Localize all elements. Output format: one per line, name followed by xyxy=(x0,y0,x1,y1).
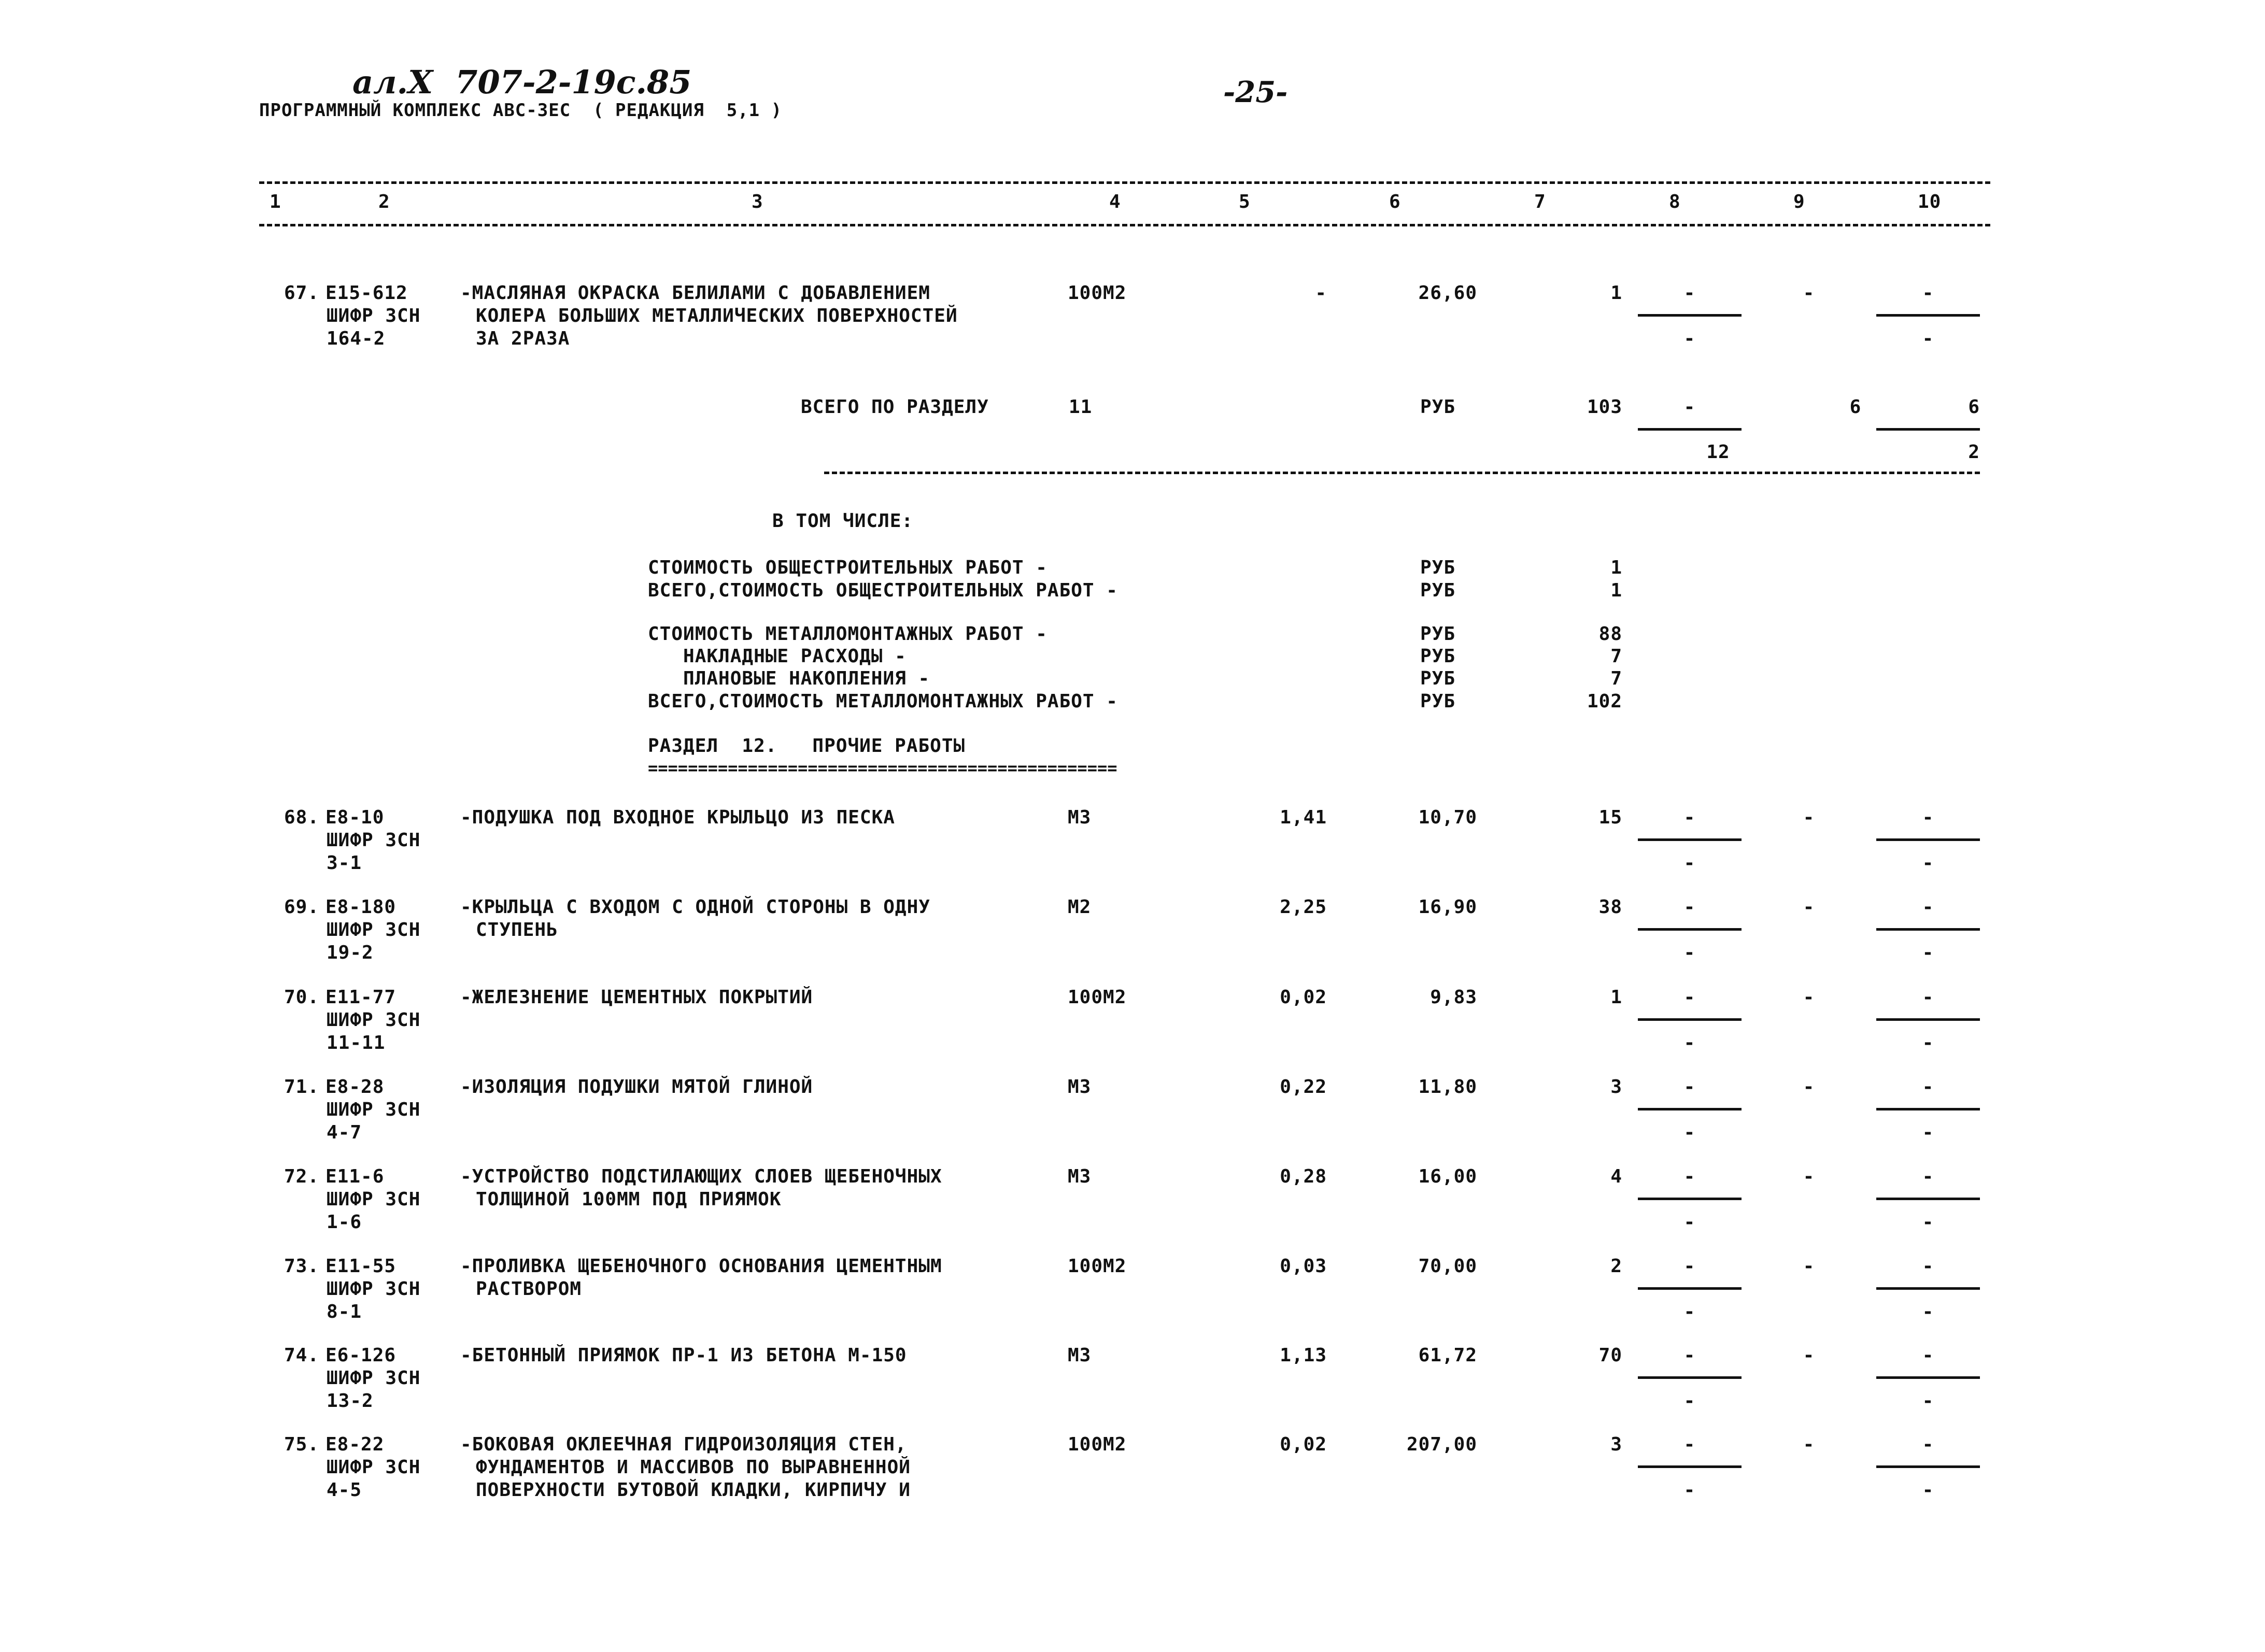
including-label: ВСЕГО,СТОИМОСТЬ ОБЩЕСТРОИТЕЛЬНЫХ РАБОТ - xyxy=(648,580,1118,601)
row-description-line: ФУНДАМЕНТОВ И МАССИВОВ ПО ВЫРАВНЕННОЙ xyxy=(476,1457,911,1478)
row-col8-top: - xyxy=(1683,807,1696,828)
row-col8-top: - xyxy=(1683,1434,1696,1455)
row-col8-top: - xyxy=(1683,282,1696,304)
row-col8-bottom: - xyxy=(1683,1122,1696,1143)
section-total-c10-rule xyxy=(1876,428,1980,431)
row-ref: 164-2 xyxy=(327,328,386,349)
row-shifr: ШИФР ЗСН xyxy=(327,830,421,851)
row-number: 67. xyxy=(284,282,320,304)
row-col10-bottom: - xyxy=(1922,1390,1934,1412)
section-total-number: 11 xyxy=(1069,396,1093,418)
row-unit: 100М2 xyxy=(1068,1256,1127,1277)
row-quantity: 0,02 xyxy=(1280,987,1327,1008)
row-shifr: ШИФР ЗСН xyxy=(327,1457,421,1478)
section-total-label: ВСЕГО ПО РАЗДЕЛУ xyxy=(801,396,989,418)
row-unit: М3 xyxy=(1068,807,1092,828)
including-unit: РУБ xyxy=(1420,691,1456,712)
section-12-title: РАЗДЕЛ 12. ПРОЧИЕ РАБОТЫ xyxy=(648,735,966,757)
row-unit-price: 9,83 xyxy=(1430,987,1477,1008)
row-col8-rule xyxy=(1638,1465,1742,1468)
section-total-c8-top: - xyxy=(1683,396,1696,418)
row-unit-price: 207,00 xyxy=(1406,1434,1477,1455)
row-quantity: 0,03 xyxy=(1280,1256,1327,1277)
row-col10-rule xyxy=(1876,838,1980,841)
column-header-10: 10 xyxy=(1918,191,1942,212)
row-col10-top: - xyxy=(1922,987,1934,1008)
including-value: 88 xyxy=(1598,623,1622,645)
column-header-7: 7 xyxy=(1534,191,1546,212)
row-col8-top: - xyxy=(1683,896,1696,918)
row-code: Е15-612 xyxy=(325,282,408,304)
row-total: 3 xyxy=(1610,1076,1622,1098)
row-col9: - xyxy=(1803,1345,1815,1366)
row-total: 70 xyxy=(1598,1345,1622,1366)
row-col8-bottom: - xyxy=(1683,1301,1696,1322)
row-col10-rule xyxy=(1876,1465,1980,1468)
row-col10-rule xyxy=(1876,928,1980,931)
row-col10-top: - xyxy=(1922,1256,1934,1277)
row-col10-rule xyxy=(1876,1108,1980,1110)
row-shifr: ШИФР ЗСН xyxy=(327,305,421,326)
row-total: 2 xyxy=(1610,1256,1622,1277)
page-number: -25- xyxy=(1223,75,1288,109)
row-ref: 8-1 xyxy=(327,1301,362,1322)
row-col8-top: - xyxy=(1683,987,1696,1008)
row-unit: 100М2 xyxy=(1068,987,1127,1008)
row-ref: 4-7 xyxy=(327,1122,362,1143)
row-col10-top: - xyxy=(1922,896,1934,918)
row-ref: 13-2 xyxy=(327,1390,374,1412)
row-description-line: -МАСЛЯНАЯ ОКРАСКА БЕЛИЛАМИ С ДОБАВЛЕНИЕМ xyxy=(460,282,930,304)
row-col9: - xyxy=(1803,282,1815,304)
including-label: ПЛАНОВЫЕ НАКОПЛЕНИЯ - xyxy=(648,668,930,689)
including-label: СТОИМОСТЬ МЕТАЛЛОМОНТАЖНЫХ РАБОТ - xyxy=(648,623,1047,645)
row-description-line: -БЕТОННЫЙ ПРИЯМОК ПР-1 ИЗ БЕТОНА М-150 xyxy=(460,1345,907,1366)
row-number: 75. xyxy=(284,1434,320,1455)
row-number: 68. xyxy=(284,807,320,828)
column-header-3: 3 xyxy=(752,191,763,212)
row-unit: М2 xyxy=(1068,896,1092,918)
row-total: 15 xyxy=(1598,807,1622,828)
row-description-line: ПОВЕРХНОСТИ БУТОВОЙ КЛАДКИ, КИРПИЧУ И xyxy=(476,1479,911,1501)
row-col8-bottom: - xyxy=(1683,942,1696,963)
row-col9: - xyxy=(1803,896,1815,918)
row-col8-rule xyxy=(1638,1018,1742,1021)
including-label: ВСЕГО,СТОИМОСТЬ МЕТАЛЛОМОНТАЖНЫХ РАБОТ - xyxy=(648,691,1118,712)
row-description-line: -ПОДУШКА ПОД ВХОДНОЕ КРЫЛЬЦО ИЗ ПЕСКА xyxy=(460,807,895,828)
row-shifr: ШИФР ЗСН xyxy=(327,1099,421,1120)
column-header-9: 9 xyxy=(1793,191,1805,212)
row-ref: 19-2 xyxy=(327,942,374,963)
row-code: Е11-6 xyxy=(325,1166,385,1187)
row-col10-bottom: - xyxy=(1922,852,1934,874)
row-unit: 100М2 xyxy=(1068,1434,1127,1455)
row-col8-bottom: - xyxy=(1683,1212,1696,1233)
section-total-c9: 6 xyxy=(1849,396,1862,418)
row-col10-bottom: - xyxy=(1922,1212,1934,1233)
including-label: СТОИМОСТЬ ОБЩЕСТРОИТЕЛЬНЫХ РАБОТ - xyxy=(648,557,1047,578)
row-unit-price: 16,90 xyxy=(1418,896,1477,918)
including-title: В ТОМ ЧИСЛЕ: xyxy=(772,510,914,532)
including-value: 7 xyxy=(1610,646,1622,667)
row-number: 71. xyxy=(284,1076,320,1098)
row-shifr: ШИФР ЗСН xyxy=(327,1368,421,1389)
section-total-value: 103 xyxy=(1587,396,1622,418)
row-col9: - xyxy=(1803,987,1815,1008)
row-unit-price: 26,60 xyxy=(1418,282,1477,304)
row-col8-rule xyxy=(1638,1287,1742,1290)
row-ref: 11-11 xyxy=(327,1032,386,1053)
row-code: Е8-10 xyxy=(325,807,385,828)
row-col8-rule xyxy=(1638,838,1742,841)
row-description-line: -ЖЕЛЕЗНЕНИЕ ЦЕМЕНТНЫХ ПОКРЫТИЙ xyxy=(460,987,813,1008)
row-col10-bottom: - xyxy=(1922,1479,1934,1501)
row-col9: - xyxy=(1803,1434,1815,1455)
row-col8-bottom: - xyxy=(1683,852,1696,874)
row-col8-rule xyxy=(1638,1198,1742,1200)
row-unit-price: 10,70 xyxy=(1418,807,1477,828)
section-total-unit: РУБ xyxy=(1420,396,1456,418)
row-unit: М3 xyxy=(1068,1076,1092,1098)
column-header-6: 6 xyxy=(1389,191,1401,212)
row-col8-top: - xyxy=(1683,1166,1696,1187)
row-col10-rule xyxy=(1876,1018,1980,1021)
row-col10-top: - xyxy=(1922,1166,1934,1187)
row-quantity: - xyxy=(1315,282,1327,304)
row-quantity: 1,13 xyxy=(1280,1345,1327,1366)
section-12-underline: =============================================== xyxy=(648,758,1117,778)
section-total-rule xyxy=(824,472,1980,474)
row-ref: 1-6 xyxy=(327,1212,362,1233)
row-col9: - xyxy=(1803,1076,1815,1098)
row-col10-top: - xyxy=(1922,1345,1934,1366)
row-ref: 4-5 xyxy=(327,1479,362,1501)
row-description-line: -БОКОВАЯ ОКЛЕЕЧНАЯ ГИДРОИЗОЛЯЦИЯ СТЕН, xyxy=(460,1434,907,1455)
section-total-c10-bottom: 2 xyxy=(1968,442,1980,463)
row-description-line: -УСТРОЙСТВО ПОДСТИЛАЮЩИХ СЛОЕВ ЩЕБЕНОЧНЫХ xyxy=(460,1166,942,1187)
row-col10-rule xyxy=(1876,1198,1980,1200)
row-number: 74. xyxy=(284,1345,320,1366)
row-col10-top: - xyxy=(1922,1076,1934,1098)
column-header-4: 4 xyxy=(1109,191,1121,212)
column-header-2: 2 xyxy=(378,191,390,212)
row-total: 1 xyxy=(1610,987,1622,1008)
row-code: Е6-126 xyxy=(325,1345,397,1366)
row-col8-rule xyxy=(1638,928,1742,931)
row-number: 72. xyxy=(284,1166,320,1187)
row-col8-bottom: - xyxy=(1683,1032,1696,1053)
row-code: Е8-28 xyxy=(325,1076,385,1098)
including-label: НАКЛАДНЫЕ РАСХОДЫ - xyxy=(648,646,907,667)
row-col10-top: - xyxy=(1922,282,1934,304)
row-col8-rule xyxy=(1638,1376,1742,1379)
row-shifr: ШИФР ЗСН xyxy=(327,919,421,941)
program-line: ПРОГРАММНЫЙ КОМПЛЕКС АВС-ЗЕС ( РЕДАКЦИЯ 5,1 ) xyxy=(259,100,783,121)
row-col10-bottom: - xyxy=(1922,1122,1934,1143)
row-number: 69. xyxy=(284,896,320,918)
row-code: Е11-55 xyxy=(325,1256,397,1277)
row-unit-price: 16,00 xyxy=(1418,1166,1477,1187)
row-description-line: ЗА 2РАЗА xyxy=(476,328,570,349)
row-unit-price: 70,00 xyxy=(1418,1256,1477,1277)
column-header-5: 5 xyxy=(1239,191,1251,212)
row-col10-bottom: - xyxy=(1922,1032,1934,1053)
row-col8-rule xyxy=(1638,1108,1742,1110)
row-description-line: ТОЛЩИНОЙ 100ММ ПОД ПРИЯМОК xyxy=(476,1189,782,1210)
row-col10-rule xyxy=(1876,1287,1980,1290)
row-col10-top: - xyxy=(1922,1434,1934,1455)
including-value: 1 xyxy=(1610,557,1622,578)
row-col8-bottom: - xyxy=(1683,1479,1696,1501)
row-shifr: ШИФР ЗСН xyxy=(327,1009,421,1031)
row-col8-top: - xyxy=(1683,1256,1696,1277)
row-quantity: 1,41 xyxy=(1280,807,1327,828)
section-total-c10-top: 6 xyxy=(1968,396,1980,418)
row-col10-bottom: - xyxy=(1922,942,1934,963)
row-code: Е11-77 xyxy=(325,987,397,1008)
row-col10-rule xyxy=(1876,1376,1980,1379)
row-description-line: -ПРОЛИВКА ЩЕБЕНОЧНОГО ОСНОВАНИЯ ЦЕМЕНТНЫМ xyxy=(460,1256,942,1277)
row-number: 70. xyxy=(284,987,320,1008)
row-col8-bottom: - xyxy=(1683,328,1696,349)
row-col8-top: - xyxy=(1683,1345,1696,1366)
row-quantity: 0,28 xyxy=(1280,1166,1327,1187)
section-total-c8-rule xyxy=(1638,428,1742,431)
row-unit: 100М2 xyxy=(1068,282,1127,304)
row-code: Е8-22 xyxy=(325,1434,385,1455)
row-description-line: -ИЗОЛЯЦИЯ ПОДУШКИ МЯТОЙ ГЛИНОЙ xyxy=(460,1076,813,1098)
row-col9: - xyxy=(1803,1166,1815,1187)
row-col9: - xyxy=(1803,807,1815,828)
row-col10-rule xyxy=(1876,314,1980,317)
including-unit: РУБ xyxy=(1420,646,1456,667)
table-top-rule xyxy=(259,181,1990,184)
including-value: 102 xyxy=(1587,691,1622,712)
row-col8-bottom: - xyxy=(1683,1390,1696,1412)
row-col10-bottom: - xyxy=(1922,1301,1934,1322)
column-header-8: 8 xyxy=(1669,191,1681,212)
section-total-c8-bottom: 12 xyxy=(1706,442,1730,463)
including-unit: РУБ xyxy=(1420,557,1456,578)
row-shifr: ШИФР ЗСН xyxy=(327,1189,421,1210)
including-unit: РУБ xyxy=(1420,580,1456,601)
row-ref: 3-1 xyxy=(327,852,362,874)
row-total: 3 xyxy=(1610,1434,1622,1455)
including-unit: РУБ xyxy=(1420,623,1456,645)
row-quantity: 2,25 xyxy=(1280,896,1327,918)
row-quantity: 0,02 xyxy=(1280,1434,1327,1455)
handwritten-document-ref: ал.Х 707-2-19с.85 xyxy=(352,63,692,101)
row-total: 38 xyxy=(1598,896,1622,918)
table-header-rule xyxy=(259,224,1990,226)
row-total: 1 xyxy=(1610,282,1622,304)
including-value: 7 xyxy=(1610,668,1622,689)
row-description-line: РАСТВОРОМ xyxy=(476,1278,582,1300)
including-unit: РУБ xyxy=(1420,668,1456,689)
row-description-line: СТУПЕНЬ xyxy=(476,919,558,941)
row-shifr: ШИФР ЗСН xyxy=(327,1278,421,1300)
row-total: 4 xyxy=(1610,1166,1622,1187)
row-description-line: КОЛЕРА БОЛЬШИХ МЕТАЛЛИЧЕСКИХ ПОВЕРХНОСТЕЙ xyxy=(476,305,958,326)
row-number: 73. xyxy=(284,1256,320,1277)
row-quantity: 0,22 xyxy=(1280,1076,1327,1098)
row-unit: М3 xyxy=(1068,1166,1092,1187)
row-col8-top: - xyxy=(1683,1076,1696,1098)
row-unit: М3 xyxy=(1068,1345,1092,1366)
row-description-line: -КРЫЛЬЦА С ВХОДОМ С ОДНОЙ СТОРОНЫ В ОДНУ xyxy=(460,896,930,918)
including-value: 1 xyxy=(1610,580,1622,601)
row-col8-rule xyxy=(1638,314,1742,317)
column-header-1: 1 xyxy=(270,191,281,212)
row-unit-price: 61,72 xyxy=(1418,1345,1477,1366)
row-col9: - xyxy=(1803,1256,1815,1277)
row-code: Е8-180 xyxy=(325,896,397,918)
row-unit-price: 11,80 xyxy=(1418,1076,1477,1098)
row-col10-top: - xyxy=(1922,807,1934,828)
row-col10-bottom: - xyxy=(1922,328,1934,349)
